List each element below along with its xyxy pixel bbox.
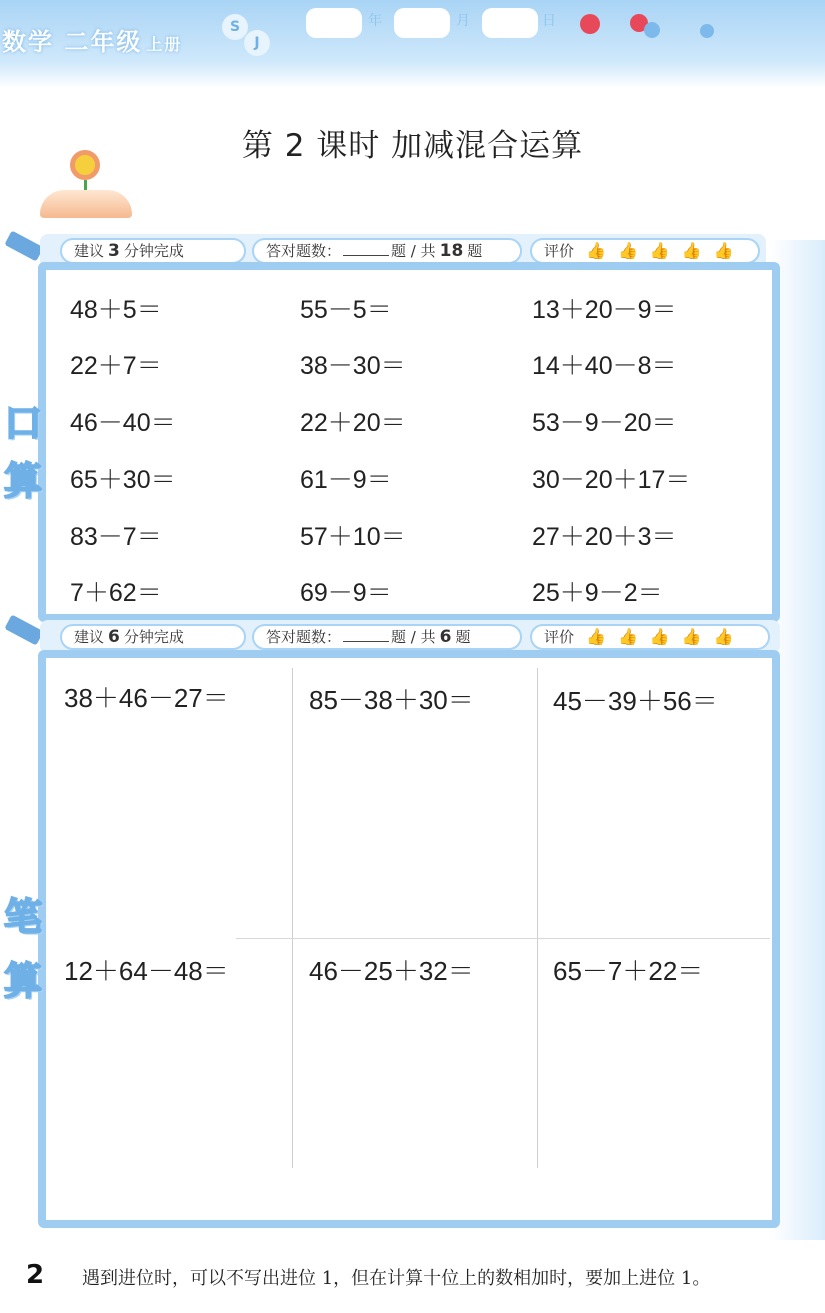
subject-label: 数学 [2,28,54,56]
correct-count-blank[interactable] [343,628,389,642]
publisher-badge-s: S [222,14,248,40]
section2-rating [530,624,770,650]
date-day-box[interactable] [482,8,538,38]
question-item[interactable]: 65＋30＝ [70,466,176,494]
total-count: 18 [439,241,464,261]
question-item[interactable]: 27＋20＋3＝ [532,523,677,551]
written-question-item[interactable]: 85－38＋30＝ [309,685,474,715]
section1-rating [530,238,760,264]
column-divider [537,668,538,1168]
question-item[interactable]: 61－9＝ [300,466,392,494]
question-item[interactable]: 57＋10＝ [300,523,406,551]
pencil-icon [4,230,43,261]
rating-label: 评价 [544,628,575,646]
question-item[interactable]: 30－20＋17＝ [532,466,691,494]
question-item[interactable]: 22＋7＝ [70,352,162,380]
section1-suggested-time [60,238,246,264]
date-year-label: 年 [368,13,382,29]
written-question-item[interactable]: 46－25＋32＝ [309,956,474,986]
correct-mid: 题 / 共 [391,628,436,646]
question-item[interactable]: 14＋40－8＝ [532,352,677,380]
suggest-prefix: 建议 [74,242,105,260]
written-question-item[interactable]: 12＋64－48＝ [64,956,229,986]
side-label-written-1: 笔 [4,895,43,939]
suggest-minutes: 3 [108,241,120,261]
rating-label: 评价 [544,242,575,260]
suggest-suffix: 分钟完成 [123,242,184,260]
date-month-label: 月 [456,13,470,29]
row-divider [236,938,770,939]
question-item[interactable]: 53－9－20＝ [532,409,677,437]
volume-label: 上册 [146,35,183,54]
open-book-icon [40,190,132,218]
question-item[interactable]: 46－40＝ [70,409,176,437]
decor-dot-red [580,14,600,34]
correct-count-blank[interactable] [343,242,389,256]
publisher-badge-j: J [244,30,270,56]
date-year-box[interactable] [306,8,362,38]
total-count: 6 [439,627,452,647]
correct-prefix: 答对题数： [266,242,342,260]
section2-score [252,624,522,650]
page-number: 2 [26,1260,45,1290]
suggest-suffix: 分钟完成 [123,628,184,646]
section2-suggested-time [60,624,246,650]
date-month-box[interactable] [394,8,450,38]
side-label-oral-2: 算 [4,459,43,503]
section2-info-bar [40,620,780,654]
side-label-written-2: 算 [4,959,43,1003]
question-item[interactable]: 69－9＝ [300,579,392,607]
suggest-prefix: 建议 [74,628,105,646]
correct-prefix: 答对题数： [266,628,342,646]
decor-dot-blue-2 [700,24,714,38]
written-question-item[interactable]: 65－7＋22＝ [553,956,704,986]
question-item[interactable]: 13＋20－9＝ [532,296,677,324]
question-item[interactable]: 25＋9－2＝ [532,579,663,607]
correct-mid: 题 / 共 [391,242,436,260]
written-question-item[interactable]: 38＋46－27＝ [64,683,229,713]
question-item[interactable]: 83－7＝ [70,523,162,551]
thumbs-up-icon[interactable]: 👍👍👍👍👍 [586,627,746,646]
question-item[interactable]: 48＋5＝ [70,296,162,324]
date-day-label: 日 [542,13,556,29]
suggest-minutes: 6 [108,627,120,647]
flower-icon [70,150,100,180]
section1-score [252,238,522,264]
pencil-icon [4,614,43,645]
correct-suffix: 题 [455,628,471,646]
written-question-item[interactable]: 45－39＋56＝ [553,686,718,716]
correct-suffix: 题 [467,242,483,260]
written-calculation-panel [38,650,780,1228]
question-item[interactable]: 7＋62＝ [70,579,162,607]
question-item[interactable]: 22＋20＝ [300,409,406,437]
book-title [2,22,182,57]
footer-tip: 遇到进位时，可以不写出进位 1，但在计算十位上的数相加时，要加上进位 1。 [82,1268,711,1289]
column-divider [292,668,293,1168]
question-item[interactable]: 55－5＝ [300,296,392,324]
grade-label: 二年级 [64,28,143,56]
decor-dot-blue [644,22,660,38]
side-label-oral-1: 口 [4,401,43,445]
question-item[interactable]: 38－30＝ [300,352,406,380]
page-title: 第 2 课时 加减混合运算 [241,128,584,164]
thumbs-up-icon[interactable]: 👍👍👍👍👍 [586,241,746,260]
